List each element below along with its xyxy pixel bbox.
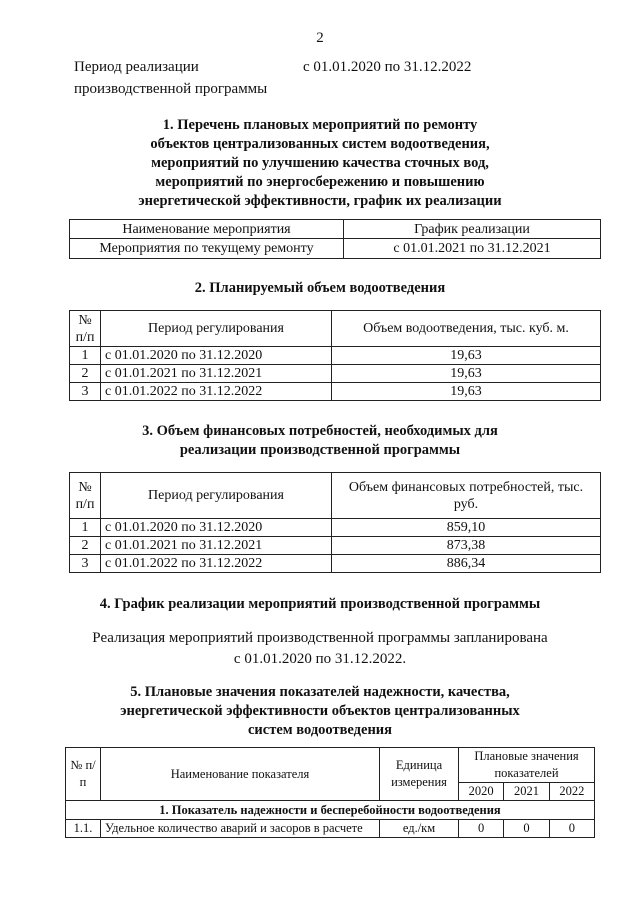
- group-row: 1. Показатель надежности и бесперебойности водоотведения: [66, 801, 595, 820]
- section2-table: [69, 310, 601, 401]
- section3-title: [0, 422, 640, 460]
- section4-text: [0, 628, 640, 670]
- page-number: 2: [316, 30, 324, 46]
- section1-title-line: мероприятий по улучшению качества сточных вод,: [151, 155, 489, 171]
- table-cell: с 01.01.2020 по 31.12.2020: [101, 519, 332, 537]
- section3-table: [69, 472, 601, 573]
- table-header: Период регулирования: [101, 473, 332, 519]
- table-header: № п/п: [66, 748, 101, 801]
- section1-table: [69, 219, 601, 259]
- period-label-line1: Период реализации: [74, 59, 199, 75]
- table-cell: 1: [70, 519, 101, 537]
- table-header: Плановые значения показателей: [459, 748, 595, 783]
- table-header: № п/п: [70, 473, 101, 519]
- table-cell: 1: [70, 347, 101, 365]
- year-header: 2021: [504, 783, 549, 801]
- table-cell: с 01.01.2022 по 31.12.2022: [101, 383, 332, 401]
- table-cell: 0: [459, 820, 504, 838]
- table-cell: с 01.01.2020 по 31.12.2020: [101, 347, 332, 365]
- table-cell: 886,34: [332, 555, 601, 573]
- year-header: 2020: [459, 783, 504, 801]
- section5-title-line: энергетической эффективности объектов централизованных: [120, 703, 520, 719]
- section3-title-line: 3. Объем финансовых потребностей, необходимых для: [142, 423, 498, 439]
- section3-title-line: реализации производственной программы: [179, 442, 461, 458]
- section1-title-line: энергетической эффективности, график их реализации: [138, 193, 502, 209]
- table-cell: 0: [549, 820, 594, 838]
- table-cell: 2: [70, 365, 101, 383]
- table-row: [66, 820, 595, 838]
- table-header: Единица измерения: [380, 748, 459, 801]
- table-cell: 859,10: [332, 519, 601, 537]
- section1-title-line: мероприятий по энергосбережению и повышению: [155, 174, 485, 190]
- table-row: [70, 365, 601, 383]
- table-cell: с 01.01.2021 по 31.12.2021: [101, 365, 332, 383]
- section5-title-line: систем водоотведения: [247, 722, 393, 738]
- table-header: График реализации: [344, 220, 601, 239]
- table-header: № п/п: [70, 311, 101, 347]
- table-cell: Удельное количество аварий и засоров в расчете: [101, 820, 380, 838]
- table-cell: 0: [504, 820, 549, 838]
- table-header: Объем водоотведения, тыс. куб. м.: [332, 311, 601, 347]
- table-header: Наименование показателя: [101, 748, 380, 801]
- section4-text-line: Реализация мероприятий производственной программы запланирована: [92, 630, 548, 646]
- table-cell: с 01.01.2022 по 31.12.2022: [101, 555, 332, 573]
- table-row: [70, 555, 601, 573]
- table-header: Период регулирования: [101, 311, 332, 347]
- section1-title-line: объектов централизованных систем водоотведения,: [150, 136, 490, 152]
- table-cell: 873,38: [332, 537, 601, 555]
- table-row: [70, 347, 601, 365]
- section4-text-line: с 01.01.2020 по 31.12.2022.: [233, 651, 407, 667]
- section4-title: 4. График реализации мероприятий производственной программы: [99, 596, 541, 612]
- table-cell: 2: [70, 537, 101, 555]
- table-cell: ед./км: [380, 820, 459, 838]
- table-cell: 1.1.: [66, 820, 101, 838]
- section5-title-line: 5. Плановые значения показателей надежности, качества,: [130, 684, 510, 700]
- table-row: [70, 383, 601, 401]
- table-cell: 3: [70, 555, 101, 573]
- section5-title: [0, 683, 640, 740]
- table-cell: 19,63: [332, 383, 601, 401]
- table-cell: с 01.01.2021 по 31.12.2021: [344, 239, 601, 259]
- period-label: [74, 56, 267, 100]
- table-cell: 3: [70, 383, 101, 401]
- period-label-line2: производственной программы: [74, 81, 268, 97]
- year-header: 2022: [549, 783, 594, 801]
- table-header: Объем финансовых потребностей, тыс. руб.: [332, 473, 601, 519]
- table-header: Наименование мероприятия: [70, 220, 344, 239]
- table-cell: с 01.01.2021 по 31.12.2021: [101, 537, 332, 555]
- table-cell: 19,63: [332, 365, 601, 383]
- table-row: [70, 519, 601, 537]
- section2-title: 2. Планируемый объем водоотведения: [194, 280, 446, 296]
- table-cell: 19,63: [332, 347, 601, 365]
- section1-title-line: 1. Перечень плановых мероприятий по ремонту: [162, 117, 478, 133]
- section1-title: [0, 116, 640, 211]
- period-value: с 01.01.2020 по 31.12.2022: [303, 59, 472, 75]
- table-row: [70, 537, 601, 555]
- table-row: [70, 239, 601, 259]
- table-cell: Мероприятия по текущему ремонту: [70, 239, 344, 259]
- section5-table: [65, 747, 595, 838]
